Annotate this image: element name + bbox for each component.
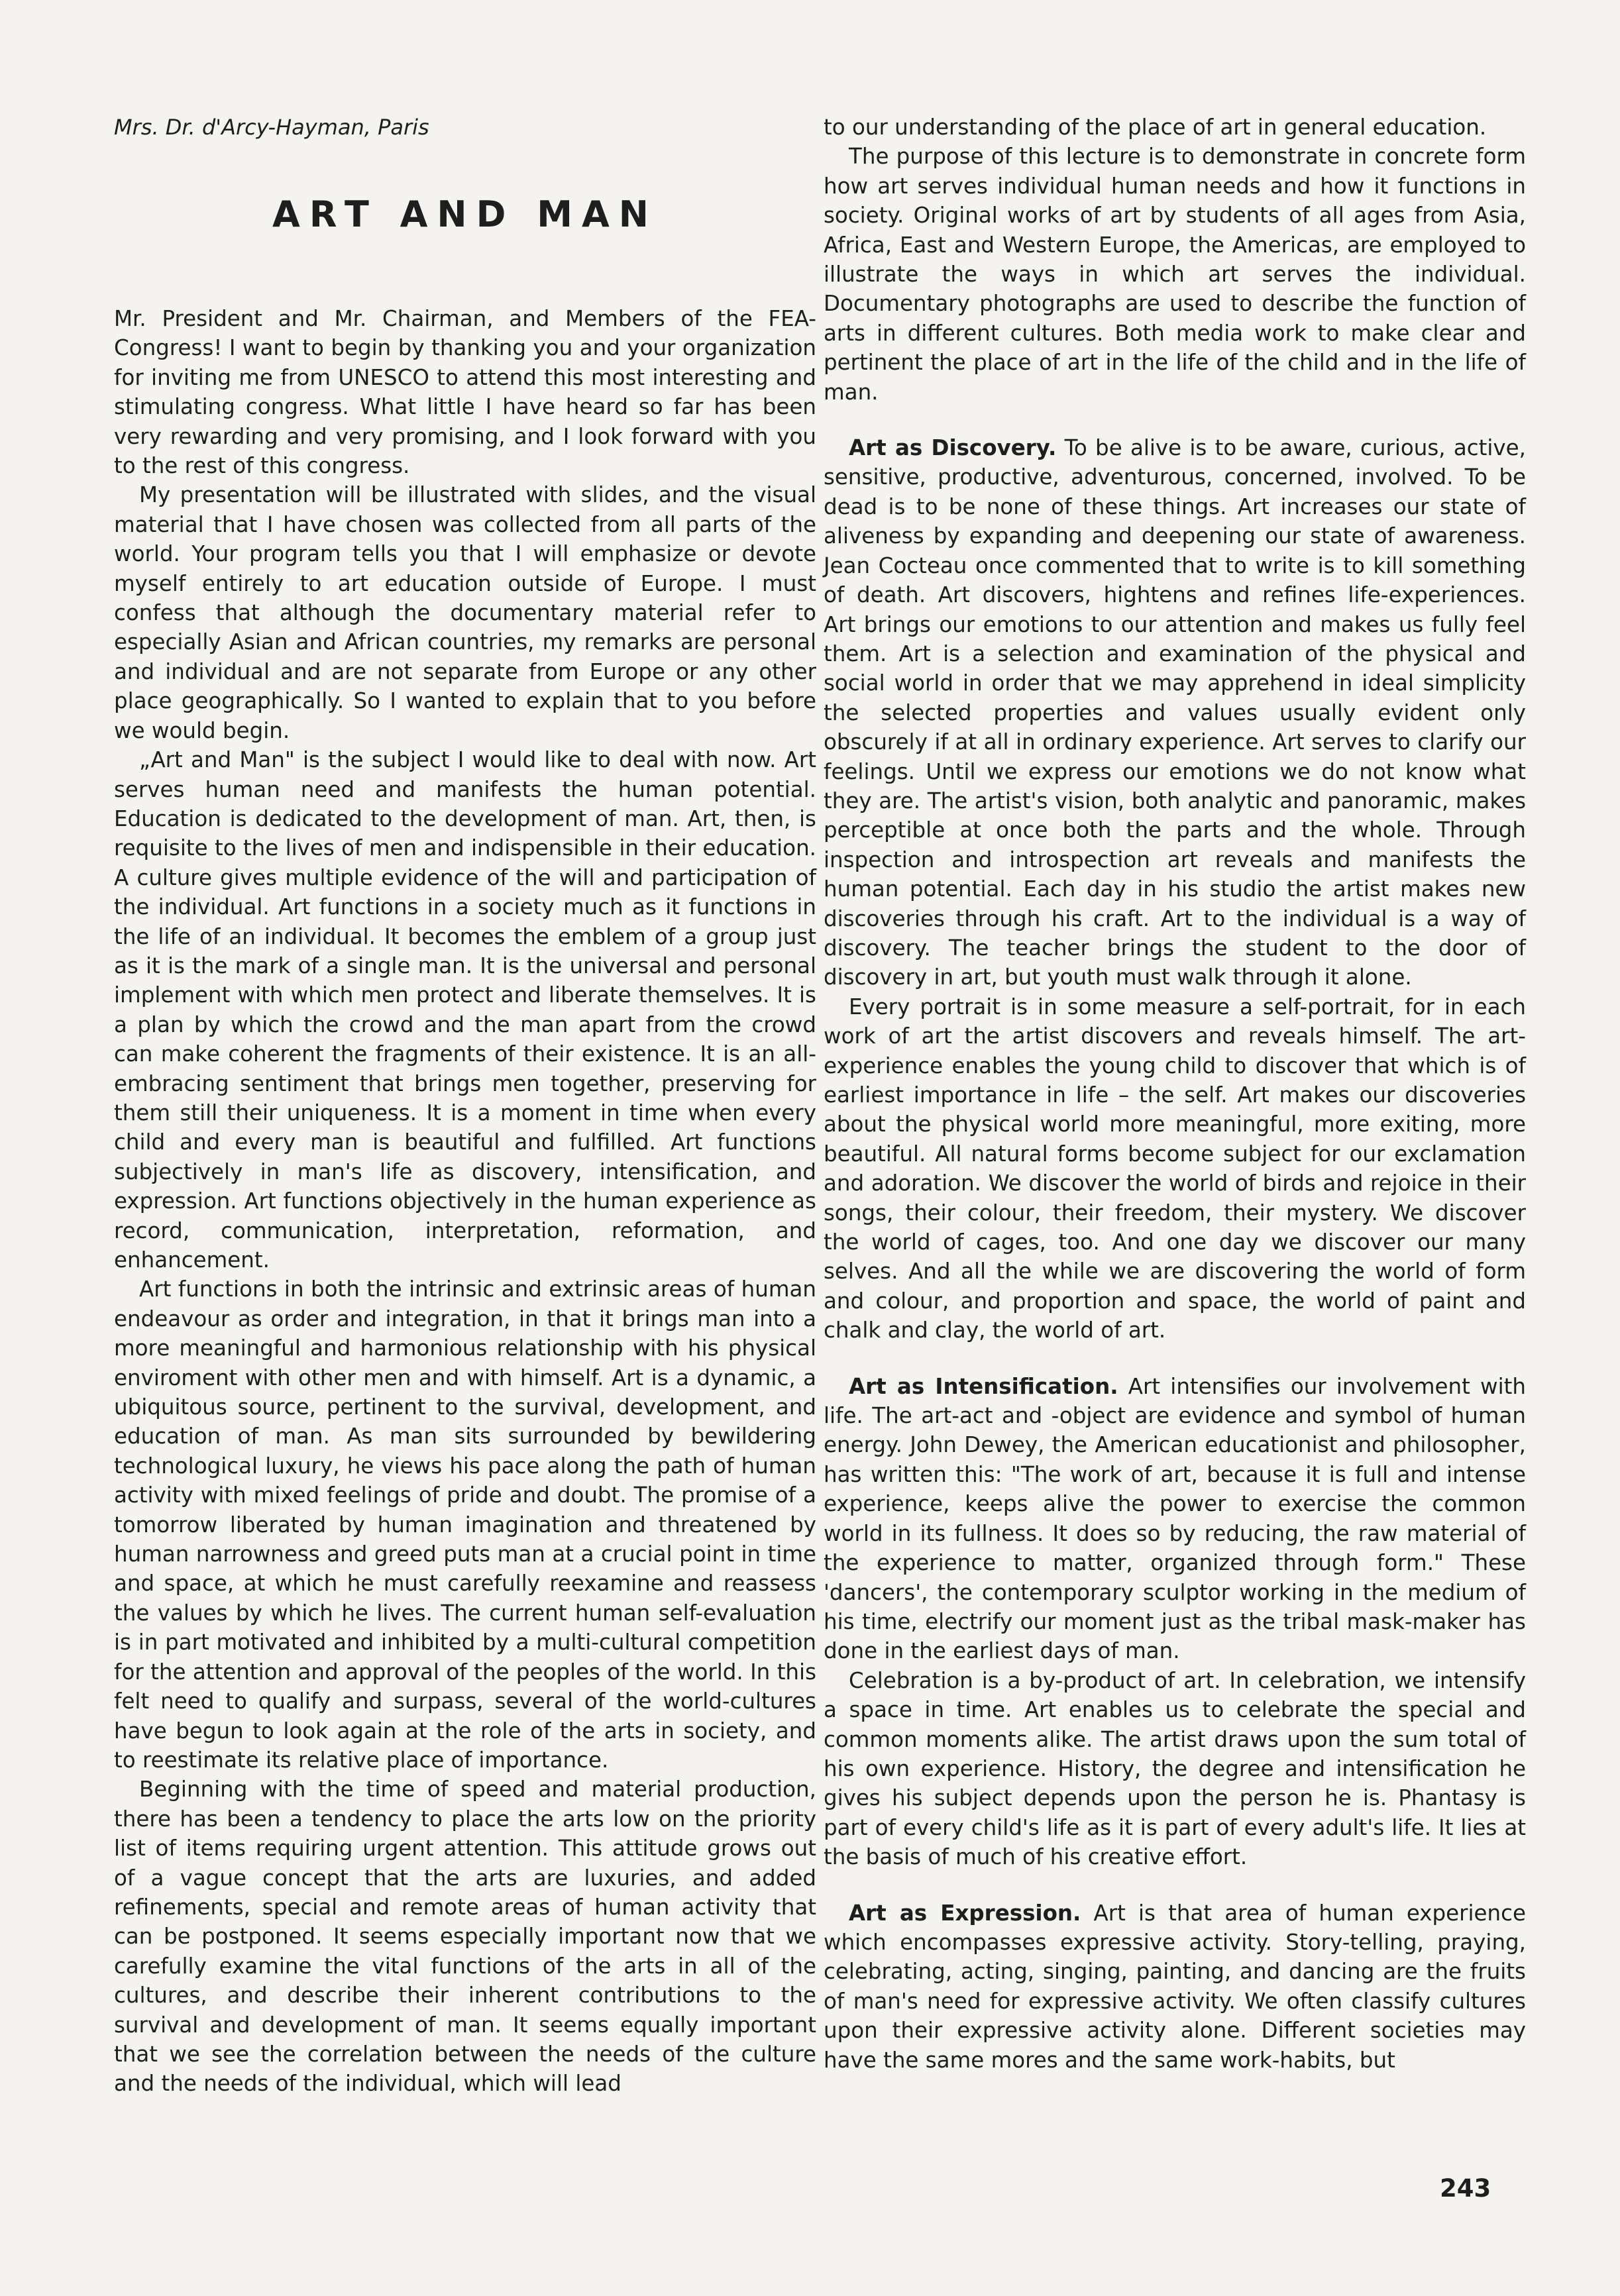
paragraph: My presentation will be illustrated with slides, and the visual material that I have chosen was collected from all parts of the world. Your program tells you that I will emphasize or devote myself entirely to art education outside of Europe. I must confess that although the documentary material refer to especially Asian and African countries, my remarks are personal and individual and are not separate from Europe or any other place geographically. So I wanted to explain that to you before we would begin.: [114, 482, 816, 743]
paragraph: Art functions in both the intrinsic and extrinsic areas of human endeavour as order and integration, in that it brings man into a more meaningful and harmonious relationship with his physical enviroment with other men and with himself. Art is a dynamic, a ubiquitous source, pertinent to the survival, development, and education of man. As man sits surrounded by bewildering technological luxury, he views his pace along the path of human activity with mixed feelings of pride and doubt. The promise of a tomorrow liberated by human imagination and threatened by human narrowness and greed puts man at a crucial point in time and space, at which he must carefully reexamine and reassess the values by which he lives. The current human self-evaluation is in part motivated and inhibited by a multi-cultural competition for the attention and approval of the peoples of the world. In this felt need to qualify and surpass, several of the world-cultures have begun to look again at the role of the arts in society, and to reestimate its relative place of importance.: [114, 1277, 816, 1773]
section-text: Art intensifies our involvement with life. The art-act and -object are evidence and symbol of human energy. John Dewey, the American educationist and philosopher, has written this: "The work of art, because it is full and intense experience, keeps alive the power to exercise the common world in its fullness. It does so by reducing, the raw material of the experience to matter, organized through form." These 'dancers', the contemporary sculptor working in the medium of his time, electrify our moment just as the tribal mask-maker has done in the earliest days of man.: [824, 1373, 1526, 1664]
paragraph: Celebration is a by-product of art. In celebration, we intensify a space in time. Art enables us to celebrate the special and common moments alike. The artist draws upon the sum total of his own experience. History, the degree and intensification he gives his subject depends upon the person he is. Phantasy is part of every child's life as it is part of every adult's life. It lies at the basis of much of his creative effort.: [824, 1667, 1526, 1870]
section-heading: Art as Discovery.: [849, 435, 1057, 461]
section-text: To be alive is to be aware, curious, active, sensitive, productive, adventurous, concerned, involved. To be dead is to be none of these things. Art increases our state of aliveness by expanding and deepening our state of awareness. Jean Cocteau once commented that to write is to kill something of death. Art discovers, hightens and refines life-experiences. Art brings our emotions to our attention and makes us fully feel them. Art is a selection and examination of the physical and social world in order that we may apprehend in ideal simplicity the selected properties and values usually evident only obscurely if at all in ordinary experience. Art serves to clarify our feelings. Until we express our emotions we do not know what they are. The artist's vision, both analytic and panoramic, makes perceptible at once both the parts and the whole. Through inspection and introspection art reveals and manifests the human potential. Each day in his studio the artist makes new discoveries through his craft. Art to the individual is a way of discovery. The teacher brings the student to the door of discovery in art, but youth must walk through it alone.: [824, 435, 1526, 990]
section-text: Art is that area of human experience which encompasses expressive activity. Story-telling, praying, celebrating, acting, singing, painting, and dancing are the fruits of man's need for expressive activity. We often classify cultures upon their expressive activity alone. Different societies may have the same mores and the same work-habits, but: [824, 1900, 1526, 2073]
paragraph: The purpose of this lecture is to demonstrate in concrete form how art serves individual human needs and how it functions in society. Original works of art by students of all ages from Asia, Africa, East and Western Europe, the Americas, are employed to illustrate the ways in which art serves the individual. Documentary photographs are used to describe the function of arts in different cultures. Both media work to make clear and pertinent the place of art in the life of the child and in the life of man.: [824, 144, 1526, 405]
section-heading: Art as Intensification.: [849, 1373, 1118, 1399]
article-title: ART AND MAN: [272, 193, 658, 235]
paragraph: „Art and Man" is the subject I would like to deal with now. Art serves human need and manifests the human potential. Education is dedicated to the development of man. Art, then, is requisite to the lives of men and indispensible in their education. A culture gives multiple evidence of the will and participation of the individual. Art functions in a society much as it functions in the life of an individual. It becomes the emblem of a group just as it is the mark of a single man. It is the universal and personal implement with which men protect and liberate themselves. It is a plan by which the crowd and the man apart from the crowd can make coherent the fragments of their existence. It is an all-embracing sentiment that brings men together, preserving for them still their uniqueness. It is a moment in time when every child and every man is beautiful and fulfilled. Art functions subjectively in man's life as discovery, intensification, and expression. Art functions objectively in the human experience as record, communication, interpretation, reformation, and enhancement.: [114, 747, 816, 1273]
paragraph: Beginning with the time of speed and material production, there has been a tendency to place the arts low on the priority list of items requiring urgent attention. This attitude grows out of a vague concept that the arts are luxuries, and added refinements, special and remote areas of human activity that can be postponed. It seems especially important now that we carefully examine the vital functions of the arts in all of the cultures, and describe their inherent contributions to the survival and development of man. It seems equally important that we see the correlation between the needs of the culture and the needs of the individual, which will lead: [114, 1777, 816, 2097]
section-heading: Art as Expression.: [849, 1900, 1081, 1926]
right-column: [824, 113, 1526, 2075]
page-number: 243: [1440, 2174, 1491, 2203]
left-column: [114, 113, 816, 2099]
author-line: Mrs. Dr. d'Arcy-Hayman, Paris: [114, 115, 429, 140]
paragraph: to our understanding of the place of art in general education.: [824, 115, 1487, 140]
section-discovery: [824, 433, 1526, 992]
section-intensification: [824, 1372, 1526, 1666]
paragraph: Mr. President and Mr. Chairman, and Members of the FEA-Congress! I want to begin by thanking you and your organization for inviting me from UNESCO to attend this most interesting and stimulating congress. What little I have heard so far has been very rewarding and very promising, and I look forward with you to the rest of this congress.: [114, 306, 816, 479]
paragraph: Every portrait is in some measure a self-portrait, for in each work of art the artist discovers and reveals himself. The art-experience enables the young child to discover that which is of earliest importance in life – the self. Art makes our discoveries about the physical world more meaningful, more exiting, more beautiful. All natural forms become subject for our exclamation and adoration. We discover the world of birds and rejoice in their songs, their colour, their freedom, their mystery. We discover the world of cages, too. And one day we discover our many selves. And all the while we are discovering the world of form and colour, and proportion and space, the world of paint and chalk and clay, the world of art.: [824, 994, 1526, 1343]
section-expression: [824, 1899, 1526, 2075]
